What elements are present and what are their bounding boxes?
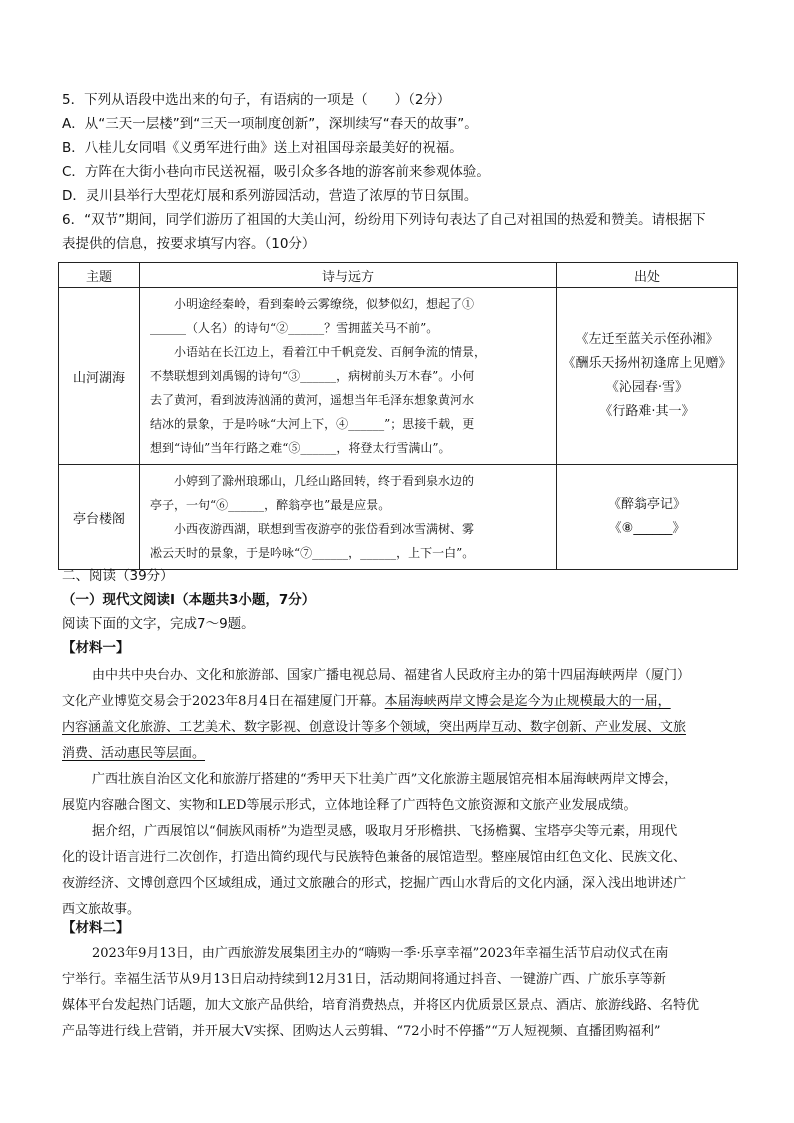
material2-text: 媒体平台发起热门话题，加大文旅产品供给，培育消费热点，并将区内优质景区景点、酒店、旅游线路、名特优 xyxy=(62,998,700,1013)
table-header-row xyxy=(59,263,738,288)
q5-option-a: A．从“三天一层楼”到“三天一项制度创新”，深圳续写“春天的故事”。 xyxy=(62,116,478,132)
material1-text: 西文旅故事。 xyxy=(62,902,141,917)
reading-instruction: 阅读下面的文字，完成7～9题。 xyxy=(62,616,255,632)
section-title: 二、阅读（39分） xyxy=(62,568,174,584)
material1-text: 广西壮族自治区文化和旅游厅搭建的“秀甲天下壮美广西”文化旅游主题展馆亮相本届海峡两岸文博会， xyxy=(92,772,678,787)
material1-text: 化的设计语言进行二次创作，打造出简约现代与民族特色兼备的展馆造型。整座展馆由红色文化、民族文化、 xyxy=(62,850,687,865)
material1-text: 文化产业博览交易会于2023年8月4日在福建厦门开幕。 xyxy=(62,694,385,709)
q6-stem-line2: 表提供的信息，按要求填写内容。（10分） xyxy=(62,236,316,252)
poetry-line: 去了黄河，看到波涛汹涌的黄河，遥想当年毛泽东想象黄河水 xyxy=(150,393,475,407)
header-poetry: 诗与远方 xyxy=(140,263,557,288)
underlined-sentence: 消费、活动惠民等层面。 xyxy=(62,746,206,761)
material2-text: 产品等进行线上营销，并开展大V实探、团购达人云剪辑、“72小时不停播”“万人短视频、直播团购福利” xyxy=(62,1024,661,1039)
poetry-line: 小婷到了滁州琅琊山，几经山路回转，终于看到泉水边的 xyxy=(174,474,475,488)
material2-label: 【材料二】 xyxy=(62,920,130,936)
source-title: 《酬乐天扬州初逢席上见赠》 xyxy=(562,356,732,371)
source-title: 《左迁至蓝关示侄孙湘》 xyxy=(575,332,719,347)
poetry-line: 小西夜游西湖，联想到雪夜游亭的张岱看到冰雪满树、雾 xyxy=(174,522,475,536)
material2-text: 2023年9月13日，由广西旅游发展集团主办的“嗨购一季·乐享幸福”2023年幸福生活节启动仪式在南 xyxy=(92,946,669,961)
source-cell xyxy=(557,465,738,570)
theme-cell: 亭台楼阁 xyxy=(59,465,140,570)
material2-text: 宁举行。幸福生活节从9月13日启动持续到12月31日，活动期间将通过抖音、一键游广西、广旅乐享等新 xyxy=(62,972,666,987)
source-title: 《醉翁亭记》 xyxy=(607,497,686,512)
material1-text: 夜游经济、文博创意四个区域组成，通过文旅融合的形式，挖掘广西山水背后的文化内涵，深入浅出地讲述广 xyxy=(62,876,687,891)
poetry-cell xyxy=(140,288,557,465)
poetry-line: 凇云天时的景象，于是吟咏“⑦______，______，上下一白”。 xyxy=(150,546,475,560)
poetry-line: ______（人名）的诗句“②______？雪拥蓝关马不前”。 xyxy=(150,321,439,335)
q5-option-b: B．八桂儿女同唱《义勇军进行曲》送上对祖国母亲最美好的祝福。 xyxy=(62,140,463,156)
poetry-line: 小语站在长江边上，看着江中千帆竞发、百舸争流的情景， xyxy=(174,345,487,359)
source-cell xyxy=(557,288,738,465)
source-title: 《⑧______》 xyxy=(608,521,686,536)
material1-text: 由中共中央台办、文化和旅游部、国家广播电视总局、福建省人民政府主办的第十四届海峡两岸（厦门） xyxy=(92,668,691,683)
theme-cell: 山河湖海 xyxy=(59,288,140,465)
material1-text xyxy=(62,692,671,712)
source-title: 《行路难·其一》 xyxy=(599,404,695,419)
material1-text: 据介绍，广西展馆以“侗族风雨桥”为造型灵感，吸取月牙形檐拱、飞扬檐翼、宝塔亭尖等元素，用现代 xyxy=(92,824,678,839)
material1-label: 【材料一】 xyxy=(62,640,130,656)
q5-stem: 5．下列从语段中选出来的句子，有语病的一项是（ ）（2分） xyxy=(62,92,451,108)
poetry-line: 结冰的景象，于是吟咏“大河上下，④______”；思接千载，更 xyxy=(150,417,475,431)
poetry-line: 亭子，一句“⑥______，醉翁亭也”最是应景。 xyxy=(150,498,391,512)
underlined-sentence: 内容涵盖文化旅游、工艺美术、数字影视、创意设计等多个领域，突出两岸互动、数字创新、产业发展、文旅 xyxy=(62,720,687,735)
source-title: 《沁园春·雪》 xyxy=(605,380,689,395)
underlined-sentence: 本届海峡两岸文博会是迄今为止规模最大的一届， xyxy=(384,694,671,709)
subsection-title: （一）现代文阅读Ⅰ（本题共3小题，7分） xyxy=(62,592,316,608)
table-row xyxy=(59,288,738,465)
poetry-table xyxy=(58,262,738,570)
poetry-line: 不禁联想到刘禹锡的诗句“③______，病树前头万木春”。小何 xyxy=(150,369,475,383)
table-row xyxy=(59,465,738,570)
header-theme: 主题 xyxy=(59,263,140,288)
q6-stem-line1: 6．“双节”期间，同学们游历了祖国的大美山河，纷纷用下列诗句表达了自己对祖国的热爱和赞美。请根据下 xyxy=(62,212,706,228)
q5-option-d: D．灵川县举行大型花灯展和系列游园活动，营造了浓厚的节日氛围。 xyxy=(62,188,478,204)
header-source: 出处 xyxy=(557,263,738,288)
q5-option-c: C．方阵在大街小巷向市民送祝福，吸引众多各地的游客前来参观体验。 xyxy=(62,164,490,180)
material1-text: 展览内容融合图文、实物和LED等展示形式，立体地诠释了广西特色文旅资源和文旅产业发展成绩。 xyxy=(62,798,637,813)
poetry-line: 小明途经秦岭，看到秦岭云雾缭绕，似梦似幻，想起了① xyxy=(174,297,475,311)
poetry-line: 想到“诗仙”当年行路之难“⑤______，将登太行雪满山”。 xyxy=(150,441,451,455)
poetry-cell xyxy=(140,465,557,570)
